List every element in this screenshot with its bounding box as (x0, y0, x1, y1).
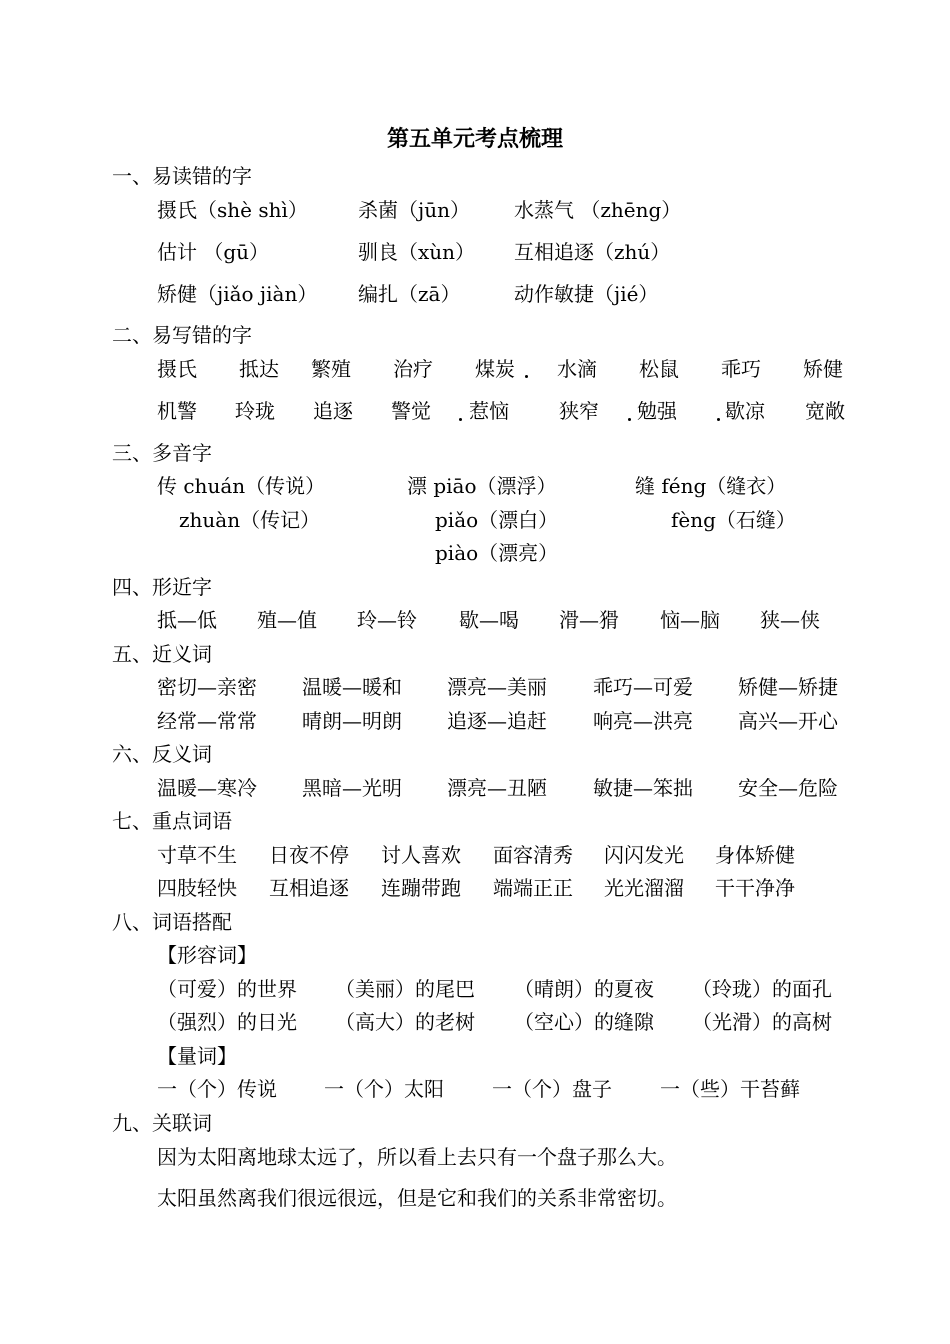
conjunction-sentence: 太阳虽然离我们很远很远，但是它和我们的关系非常密切。 (157, 1186, 677, 1210)
synonym-pair: 经常—常常 (157, 709, 257, 733)
section-heading-synonyms: 五、近义词 (112, 642, 212, 666)
antonym-pair: 敏捷—笨拙 (593, 776, 693, 800)
page-title: 第五单元考点梳理 (386, 126, 563, 152)
synonym-pair: 漂亮—美丽 (447, 675, 547, 699)
miswritten-word: 歇凉 (725, 399, 765, 423)
misread-item: 摄氏（shè shì） (157, 198, 308, 222)
miswritten-word: 水滴 (557, 357, 597, 381)
key-phrase: 端端正正 (493, 876, 573, 900)
miswritten-word: 机警 (157, 399, 197, 423)
polyphonic-item: 漂 piāo（漂浮） (407, 474, 557, 498)
synonym-pair: 晴朗—明朗 (302, 709, 402, 733)
adjective-phrase: （美丽）的尾巴 (335, 977, 475, 1001)
miswritten-word: 玲珑 (235, 399, 275, 423)
adjective-phrase: （强烈）的日光 (157, 1010, 297, 1034)
miswritten-word: 抵达 (239, 357, 279, 381)
synonym-pair: 追逐—追赶 (447, 709, 547, 733)
miswritten-word: 摄氏 (157, 357, 197, 381)
adjective-phrase: （玲珑）的面孔 (692, 977, 832, 1001)
similar-char-pair: 抵—低 (157, 608, 217, 632)
section-heading-miswritten: 二、易写错的字 (112, 323, 252, 347)
antonym-pair: 温暖—寒冷 (157, 776, 257, 800)
misread-item: 编扎（zā） (358, 282, 461, 306)
key-phrase: 连蹦带跑 (381, 876, 461, 900)
misread-item: 动作敏捷（jié） (514, 282, 659, 306)
key-phrase: 寸草不生 (157, 843, 237, 867)
adjective-phrase: （光滑）的高树 (692, 1010, 832, 1034)
antonym-pair: 漂亮—丑陋 (447, 776, 547, 800)
synonym-pair: 矫健—矫捷 (738, 675, 838, 699)
miswritten-word: 勉强 (637, 399, 677, 423)
adjective-phrase: （空心）的缝隙 (514, 1010, 654, 1034)
miswritten-word: 惹恼 (469, 399, 509, 423)
similar-char-pair: 殖—值 (257, 608, 317, 632)
misread-item: 互相追逐（zhú） (514, 240, 671, 264)
adjective-phrase: （晴朗）的夏夜 (514, 977, 654, 1001)
misread-item: 驯良（xùn） (358, 240, 476, 264)
miswritten-word: 矫健 (803, 357, 843, 381)
synonym-pair: 密切—亲密 (157, 675, 257, 699)
section-heading-polyphonic: 三、多音字 (112, 441, 212, 465)
synonym-pair: 响亮—洪亮 (593, 709, 693, 733)
polyphonic-item: 缝 féng（缝衣） (635, 474, 787, 498)
emphasis-dot (459, 418, 462, 421)
polyphonic-item: 传 chuán（传说） (157, 474, 326, 498)
section-heading-key-phrases: 七、重点词语 (112, 809, 232, 833)
key-phrase: 面容清秀 (493, 843, 573, 867)
miswritten-word: 松鼠 (639, 357, 679, 381)
key-phrase: 讨人喜欢 (381, 843, 461, 867)
section-heading-conjunctions: 九、关联词 (112, 1111, 212, 1135)
key-phrase: 闪闪发光 (604, 843, 684, 867)
similar-char-pair: 恼—脑 (660, 608, 720, 632)
key-phrase: 光光溜溜 (604, 876, 684, 900)
antonym-pair: 安全—危险 (738, 776, 838, 800)
synonym-pair: 高兴—开心 (738, 709, 838, 733)
key-phrase: 日夜不停 (269, 843, 349, 867)
synonym-pair: 温暖—暖和 (302, 675, 402, 699)
antonym-pair: 黑暗—光明 (302, 776, 402, 800)
misread-item: 杀菌（jūn） (358, 198, 470, 222)
measure-word-phrase: 一（些）干苔藓 (660, 1077, 800, 1101)
miswritten-word: 煤炭 (475, 357, 515, 381)
section-heading-antonyms: 六、反义词 (112, 742, 212, 766)
key-phrase: 身体矫健 (715, 843, 795, 867)
misread-item: 矫健（jiǎo jiàn） (157, 282, 318, 306)
miswritten-word: 宽敞 (805, 399, 845, 423)
miswritten-word: 追逐 (313, 399, 353, 423)
miswritten-word: 乖巧 (721, 357, 761, 381)
miswritten-word: 治疗 (393, 357, 433, 381)
similar-char-pair: 滑—猾 (559, 608, 619, 632)
emphasis-dot (717, 418, 720, 421)
emphasis-dot (525, 375, 528, 378)
section-heading-similar-chars: 四、形近字 (112, 575, 212, 599)
miswritten-word: 警觉 (391, 399, 431, 423)
adjective-phrase: （高大）的老树 (335, 1010, 475, 1034)
synonym-pair: 乖巧—可爱 (593, 675, 693, 699)
misread-item: 水蒸气 （zhēng） (514, 198, 682, 222)
polyphonic-item: fèng（石缝） (671, 508, 796, 532)
key-phrase: 互相追逐 (269, 876, 349, 900)
section-heading-misread: 一、易读错的字 (112, 164, 252, 188)
miswritten-word: 繁殖 (311, 357, 351, 381)
misread-item: 估计 （gū） (157, 240, 270, 264)
polyphonic-item: piǎo（漂白） (435, 508, 559, 532)
conjunction-sentence: 因为太阳离地球太远了，所以看上去只有一个盘子那么大。 (157, 1145, 677, 1169)
measure-word-phrase: 一（个）盘子 (492, 1077, 612, 1101)
miswritten-word: 狭窄 (559, 399, 599, 423)
similar-char-pair: 狭—侠 (760, 608, 820, 632)
emphasis-dot (628, 418, 631, 421)
polyphonic-item: zhuàn（传记） (179, 508, 321, 532)
polyphonic-item: piào（漂亮） (435, 541, 559, 565)
similar-char-pair: 玲—铃 (357, 608, 417, 632)
measure-word-label: 【量词】 (157, 1044, 237, 1068)
key-phrase: 四肢轻快 (157, 876, 237, 900)
adjective-label: 【形容词】 (157, 943, 257, 967)
similar-char-pair: 歇—喝 (459, 608, 519, 632)
measure-word-phrase: 一（个）太阳 (324, 1077, 444, 1101)
section-heading-collocations: 八、词语搭配 (112, 910, 232, 934)
adjective-phrase: （可爱）的世界 (157, 977, 297, 1001)
measure-word-phrase: 一（个）传说 (157, 1077, 277, 1101)
key-phrase: 干干净净 (715, 876, 795, 900)
